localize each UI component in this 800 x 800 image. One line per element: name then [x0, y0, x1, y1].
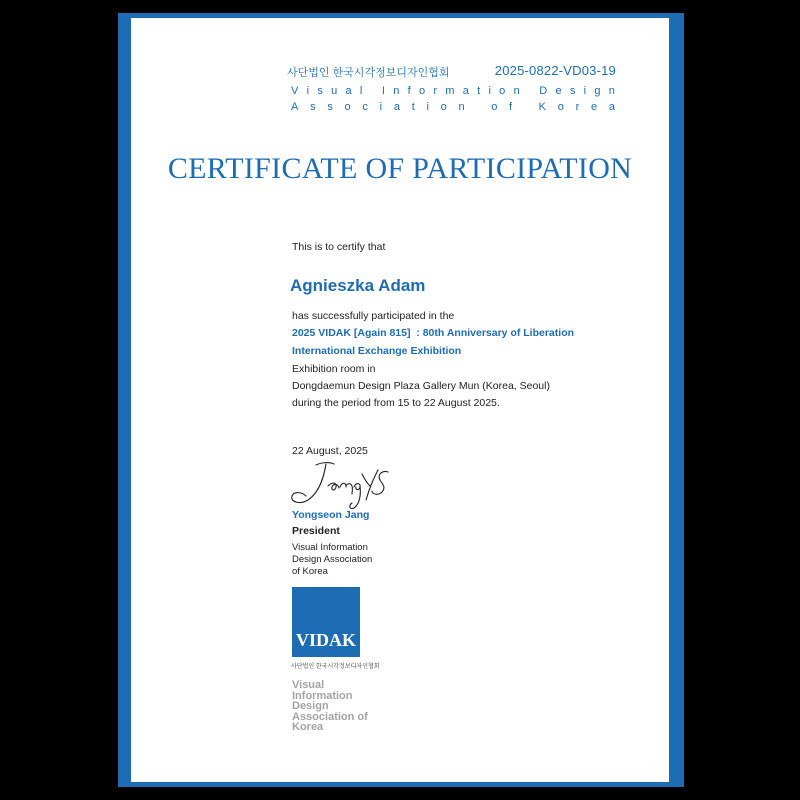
handwritten-signature	[282, 456, 392, 512]
signer-name: Yongseon Jang	[292, 509, 370, 521]
recipient-name: Agnieszka Adam	[290, 276, 426, 295]
signer-org-line-1: Visual Information	[292, 542, 368, 553]
org-name-english-line-1: V i s u a l I n f o r m a t i o n D e s i g n	[291, 85, 615, 97]
issue-date: 22 August, 2025	[292, 445, 368, 457]
logo-english-line: Association of	[292, 710, 368, 723]
intro-text: This is to certify that	[292, 241, 386, 253]
logo-korean-caption: 사단법인 한국시각정보디자인협회	[291, 664, 380, 670]
event-title-line-2: International Exchange Exhibition	[292, 345, 462, 357]
vidak-logo	[292, 587, 360, 657]
logo-english-name	[292, 680, 392, 733]
korean-org-name: 사단법인 한국시각정보디자인협회	[287, 67, 450, 79]
logo-english-line: Information	[292, 689, 353, 702]
event-title-line-1: 2025 VIDAK [Again 815] : 80th Anniversary of Liberation	[292, 327, 575, 339]
venue-line-1: Exhibition room in	[292, 363, 376, 375]
logo-english-line: Visual	[292, 679, 325, 691]
logo-english-line: Design	[292, 700, 329, 712]
certificate-number: 2025-0822-VD03-19	[494, 63, 616, 78]
org-name-english-line-2: A s s o c i a t i o n o f K o r e a	[291, 101, 615, 113]
signer-org-line-2: Design Association	[292, 554, 373, 565]
signer-org-line-3: of Korea	[292, 566, 328, 577]
certificate-title: CERTIFICATE OF PARTICIPATION	[167, 152, 633, 185]
period-text: during the period from 15 to 22 August 2025.	[292, 397, 500, 409]
signer-organization	[292, 542, 392, 578]
logo-english-line: Korea	[292, 721, 324, 733]
vidak-logo-text: VIDAK	[295, 630, 356, 650]
signer-role: President	[292, 525, 340, 537]
participated-text: has successfully participated in the	[292, 310, 455, 322]
venue-line-2: Dongdaemun Design Plaza Gallery Mun (Korea, Seoul)	[292, 380, 550, 392]
